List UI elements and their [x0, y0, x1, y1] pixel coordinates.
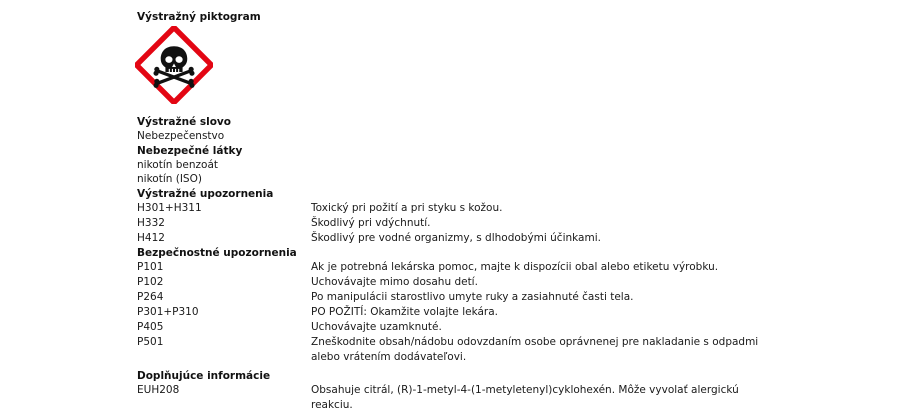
supplementary-info-heading: Doplňujúce informácie: [137, 369, 271, 382]
hazardous-substances-heading: Nebezpečné látky: [137, 144, 243, 157]
statement-code: P101: [137, 260, 164, 273]
statement-text: Ak je potrebná lekárska pomoc, majte k dispozícii obal alebo etiketu výrobku.: [311, 260, 719, 273]
statement-text: Uchovávajte uzamknuté.: [311, 320, 442, 333]
statement-text: Zneškodnite obsah/nádobu odovzdaním osobe oprávnenej pre nakladanie s odpadmi alebo vrátením dodávateľovi.: [311, 335, 759, 363]
statement-code: P264: [137, 290, 164, 303]
precautionary-statement-row: [137, 290, 877, 305]
statement-code: P102: [137, 275, 164, 288]
statement-text: Po manipulácii starostlivo umyte ruky a zasiahnuté časti tela.: [311, 290, 634, 303]
precautionary-statement-row: [137, 305, 877, 320]
statement-code: EUH208: [137, 383, 180, 396]
substance-item: nikotín (ISO): [137, 173, 202, 185]
precautionary-statement-row: [137, 275, 877, 290]
supplementary-info-row: [137, 383, 877, 413]
precautionary-statement-row: [137, 260, 877, 275]
statement-code: H301+H311: [137, 201, 202, 214]
statement-code: H332: [137, 216, 165, 229]
statement-text: PO POŽITÍ: Okamžite volajte lekára.: [311, 305, 498, 318]
statement-text: Škodlivý pri vdýchnutí.: [311, 216, 431, 229]
label-sheet: [137, 10, 877, 413]
statement-text: Uchovávajte mimo dosahu detí.: [311, 275, 478, 288]
signal-word-value: Nebezpečenstvo: [137, 130, 225, 142]
statement-text: Obsahuje citrál, (R)-1-metyl-4-(1-metyletenyl)cyklohexén. Môže vyvolať alergickú reakciu.: [311, 383, 739, 411]
substance-item: nikotín benzoát: [137, 158, 218, 171]
signal-word-heading: Výstražné slovo: [137, 116, 231, 128]
hazard-statement-row: [137, 231, 877, 246]
hazard-statement-row: [137, 201, 877, 216]
statement-code: P501: [137, 335, 164, 348]
precautionary-statement-row: [137, 335, 877, 365]
statement-code: P301+P310: [137, 305, 199, 318]
statement-text: Škodlivý pre vodné organizmy, s dlhodobými účinkami.: [311, 231, 601, 244]
precautionary-statements-heading: Bezpečnostné upozornenia: [137, 246, 297, 259]
statement-text: Toxický pri požití a pri styku s kožou.: [311, 201, 503, 214]
hazard-statements-heading: Výstražné upozornenia: [137, 187, 274, 200]
precautionary-statement-row: [137, 320, 877, 335]
statement-code: H412: [137, 231, 165, 244]
statement-code: P405: [137, 320, 164, 333]
hazard-statement-row: [137, 216, 877, 231]
pictogram-heading: Výstražný piktogram: [137, 11, 261, 23]
skull-and-crossbones-icon: [135, 26, 213, 104]
